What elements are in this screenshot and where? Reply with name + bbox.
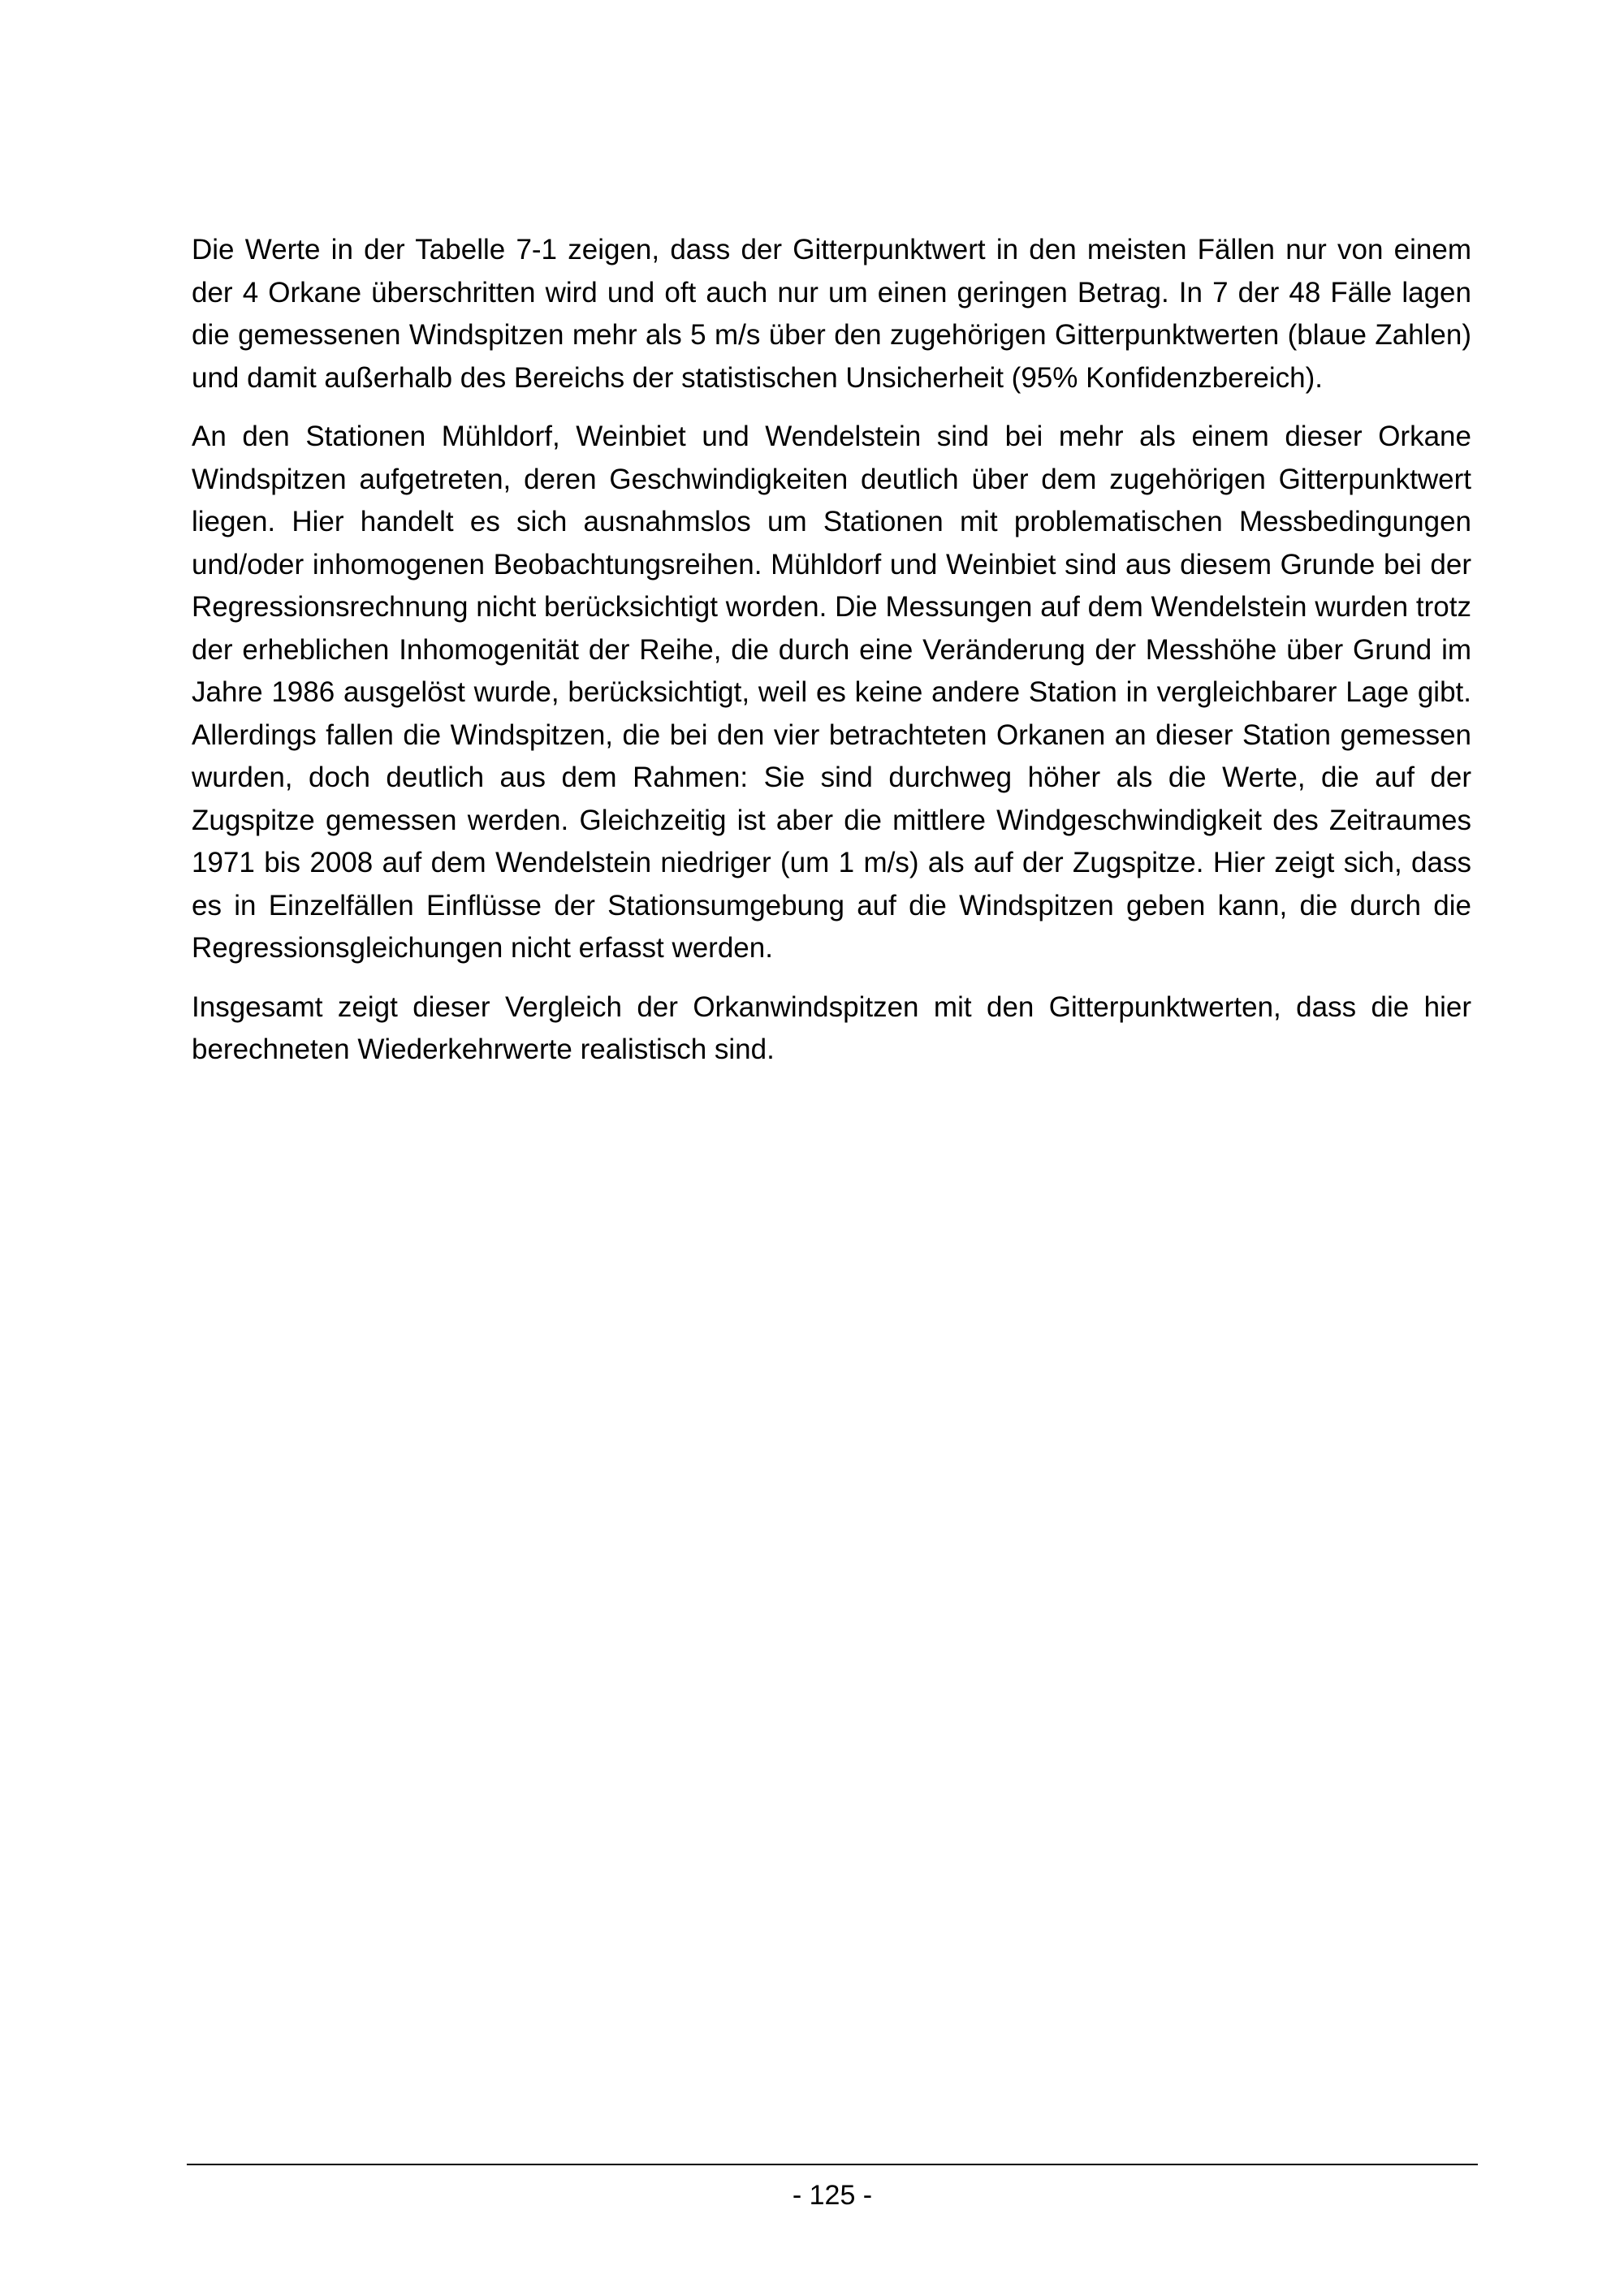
paragraph-2: An den Stationen Mühldorf, Weinbiet und Wendelstein sind bei mehr als einem dieser Orkane Windspitzen aufgetreten, deren Geschwindigkeiten deutlich über dem zugehörigen Gitterpunktwert liegen. Hier handelt es sich ausnahmslos um Stationen mit problematischen Messbedingungen und/oder inhomogenen Beobachtungsreihen. Mühldorf und Weinbiet sind aus diesem Grunde bei der Regressionsrechnung nicht berücksichtigt worden. Die Messungen auf dem Wendelstein wurden trotz der erheblichen Inhomogenität der Reihe, die durch eine Veränderung der Messhöhe über Grund im Jahre 1986 ausgelöst wurde, berücksichtigt, weil es keine andere Station in vergleichbarer Lage gibt. Allerdings fallen die Windspitzen, die bei den vier betrachteten Orkanen an dieser Station gemessen wurden, doch deutlich aus dem Rahmen: Sie sind durchweg höher als die Werte, die auf der Zugspitze gemessen werden. Gleichzeitig ist aber die mittlere Windgeschwindigkeit des Zeitraumes 1971 bis 2008 auf dem Wendelstein niedriger (um 1 m/s) als auf der Zugspitze. Hier zeigt sich, dass es in Einzelfällen Einflüsse der Stationsumgebung auf die Windspitzen geben kann, die durch die Regressionsgleichungen nicht erfasst werden.	[192, 421, 1471, 964]
paragraph-3: Insgesamt zeigt dieser Vergleich der Orkanwindspitzen mit den Gitterpunktwerten, dass die hier berechneten Wiederkehrwerte realistisch sind.	[192, 990, 1471, 1065]
document-body	[192, 229, 1471, 1088]
paragraph-1: Die Werte in der Tabelle 7-1 zeigen, dass der Gitterpunktwert in den meisten Fällen nur von einem der 4 Orkane überschritten wird und oft auch nur um einen geringen Betrag. In 7 der 48 Fälle lagen die gemessenen Windspitzen mehr als 5 m/s über den zugehörigen Gitterpunktwerten (blaue Zahlen) und damit außerhalb des Bereichs der statistischen Unsicherheit (95% Konfidenzbereich).	[192, 234, 1471, 394]
page-number: - 125 -	[792, 2180, 873, 2211]
footer-divider	[187, 2164, 1478, 2165]
